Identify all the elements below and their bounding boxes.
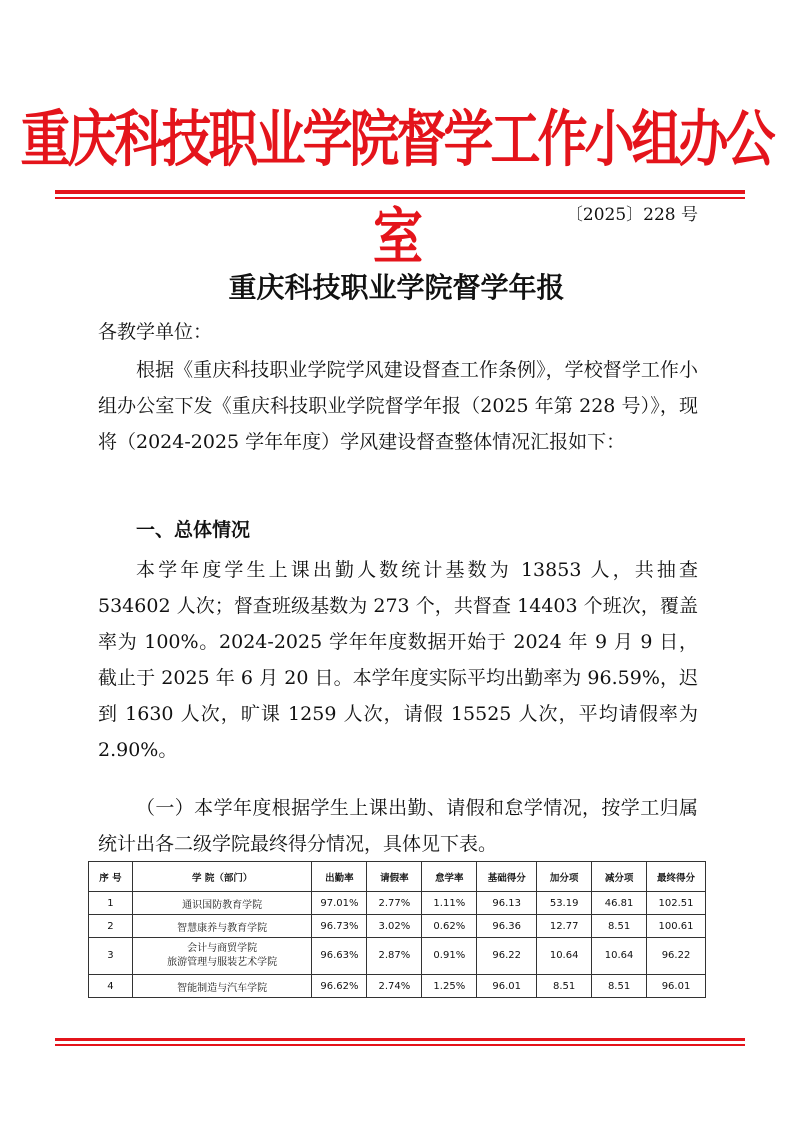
cell-attendance: 97.01% xyxy=(312,892,367,915)
letterhead-title: 重庆科技职业学院督学工作小组办公室 xyxy=(20,102,773,273)
cell-bonus: 53.19 xyxy=(537,892,592,915)
salutation: 各教学单位： xyxy=(98,321,213,343)
header-cell: 学 院（部门） xyxy=(132,862,312,892)
college-score-table xyxy=(88,861,706,998)
cell-attendance: 96.73% xyxy=(312,915,367,938)
table-row xyxy=(89,975,706,998)
cell-base: 96.22 xyxy=(477,938,537,975)
header-cell: 怠学率 xyxy=(422,862,477,892)
cell-college: 通识国防教育学院 xyxy=(132,892,312,915)
cell-final: 96.22 xyxy=(647,938,706,975)
cell-college: 智能制造与汽车学院 xyxy=(132,975,312,998)
cell-final: 100.61 xyxy=(647,915,706,938)
cell-truancy: 0.91% xyxy=(422,938,477,975)
cell-bonus: 12.77 xyxy=(537,915,592,938)
header-cell: 序 号 xyxy=(89,862,133,892)
document-title: 重庆科技职业学院督学年报 xyxy=(228,271,565,304)
header-rule-thin xyxy=(55,197,745,199)
cell-bonus: 8.51 xyxy=(537,975,592,998)
college-line-2: 旅游管理与服装艺术学院 xyxy=(167,957,278,968)
cell-college: 智慧康养与教育学院 xyxy=(132,915,312,938)
cell-no: 2 xyxy=(89,915,133,938)
cell-no: 4 xyxy=(89,975,133,998)
cell-base: 96.13 xyxy=(477,892,537,915)
cell-final: 96.01 xyxy=(647,975,706,998)
cell-truancy: 1.25% xyxy=(422,975,477,998)
table-row xyxy=(89,915,706,938)
header-cell: 最终得分 xyxy=(647,862,706,892)
cell-no: 1 xyxy=(89,892,133,915)
header-cell: 加分项 xyxy=(537,862,592,892)
table-row xyxy=(89,892,706,915)
cell-leave: 2.74% xyxy=(367,975,422,998)
cell-deduction: 10.64 xyxy=(592,938,647,975)
intro-paragraph: 根据《重庆科技职业学院学风建设督查工作条例》，学校督学工作小组办公室下发《重庆科技职业学院督学年报（2025 年第 228 号）》，现将（2024-2025 学年年度）学风建设督查整体情况汇报如下： xyxy=(98,359,698,453)
cell-truancy: 1.11% xyxy=(422,892,477,915)
summary-paragraph: 本学年度学生上课出勤人数统计基数为 13853 人，共抽查 534602 人次；督查班级基数为 273 个，共督查 14403 个班次，覆盖率为 100%。2024-2025 学年年度数据开始于 2024 年 9 月 9 日，截止于 2025 年 6 月 20 日。本学年度实际平均出勤率为 96.59%，迟到 1630 人次，旷课 1259 人次，请假 15525 人次，平均请假率为 2.90%。 xyxy=(98,559,698,761)
document-number: 〔2025〕228 号 xyxy=(565,205,698,225)
cell-base: 96.01 xyxy=(477,975,537,998)
footer-rule-thick xyxy=(55,1038,745,1041)
header-cell: 出勤率 xyxy=(312,862,367,892)
table-intro-paragraph: （一）本学年度根据学生上课出勤、请假和怠学情况，按学工归属统计出各二级学院最终得分情况，具体见下表。 xyxy=(98,797,698,855)
header-cell: 减分项 xyxy=(592,862,647,892)
cell-no: 3 xyxy=(89,938,133,975)
cell-leave: 3.02% xyxy=(367,915,422,938)
cell-deduction: 46.81 xyxy=(592,892,647,915)
cell-leave: 2.87% xyxy=(367,938,422,975)
cell-leave: 2.77% xyxy=(367,892,422,915)
cell-deduction: 8.51 xyxy=(592,915,647,938)
cell-bonus: 10.64 xyxy=(537,938,592,975)
cell-college xyxy=(132,938,312,975)
cell-base: 96.36 xyxy=(477,915,537,938)
cell-deduction: 8.51 xyxy=(592,975,647,998)
table-row xyxy=(89,938,706,975)
header-cell: 请假率 xyxy=(367,862,422,892)
cell-attendance: 96.62% xyxy=(312,975,367,998)
section-heading: 一、总体情况 xyxy=(136,519,251,541)
footer-rule-thin xyxy=(55,1044,745,1046)
college-line-1: 会计与商贸学院 xyxy=(187,943,258,954)
table-header-row xyxy=(89,862,706,892)
cell-attendance: 96.63% xyxy=(312,938,367,975)
header-cell: 基础得分 xyxy=(477,862,537,892)
cell-truancy: 0.62% xyxy=(422,915,477,938)
header-rule-thick xyxy=(55,190,745,194)
cell-final: 102.51 xyxy=(647,892,706,915)
